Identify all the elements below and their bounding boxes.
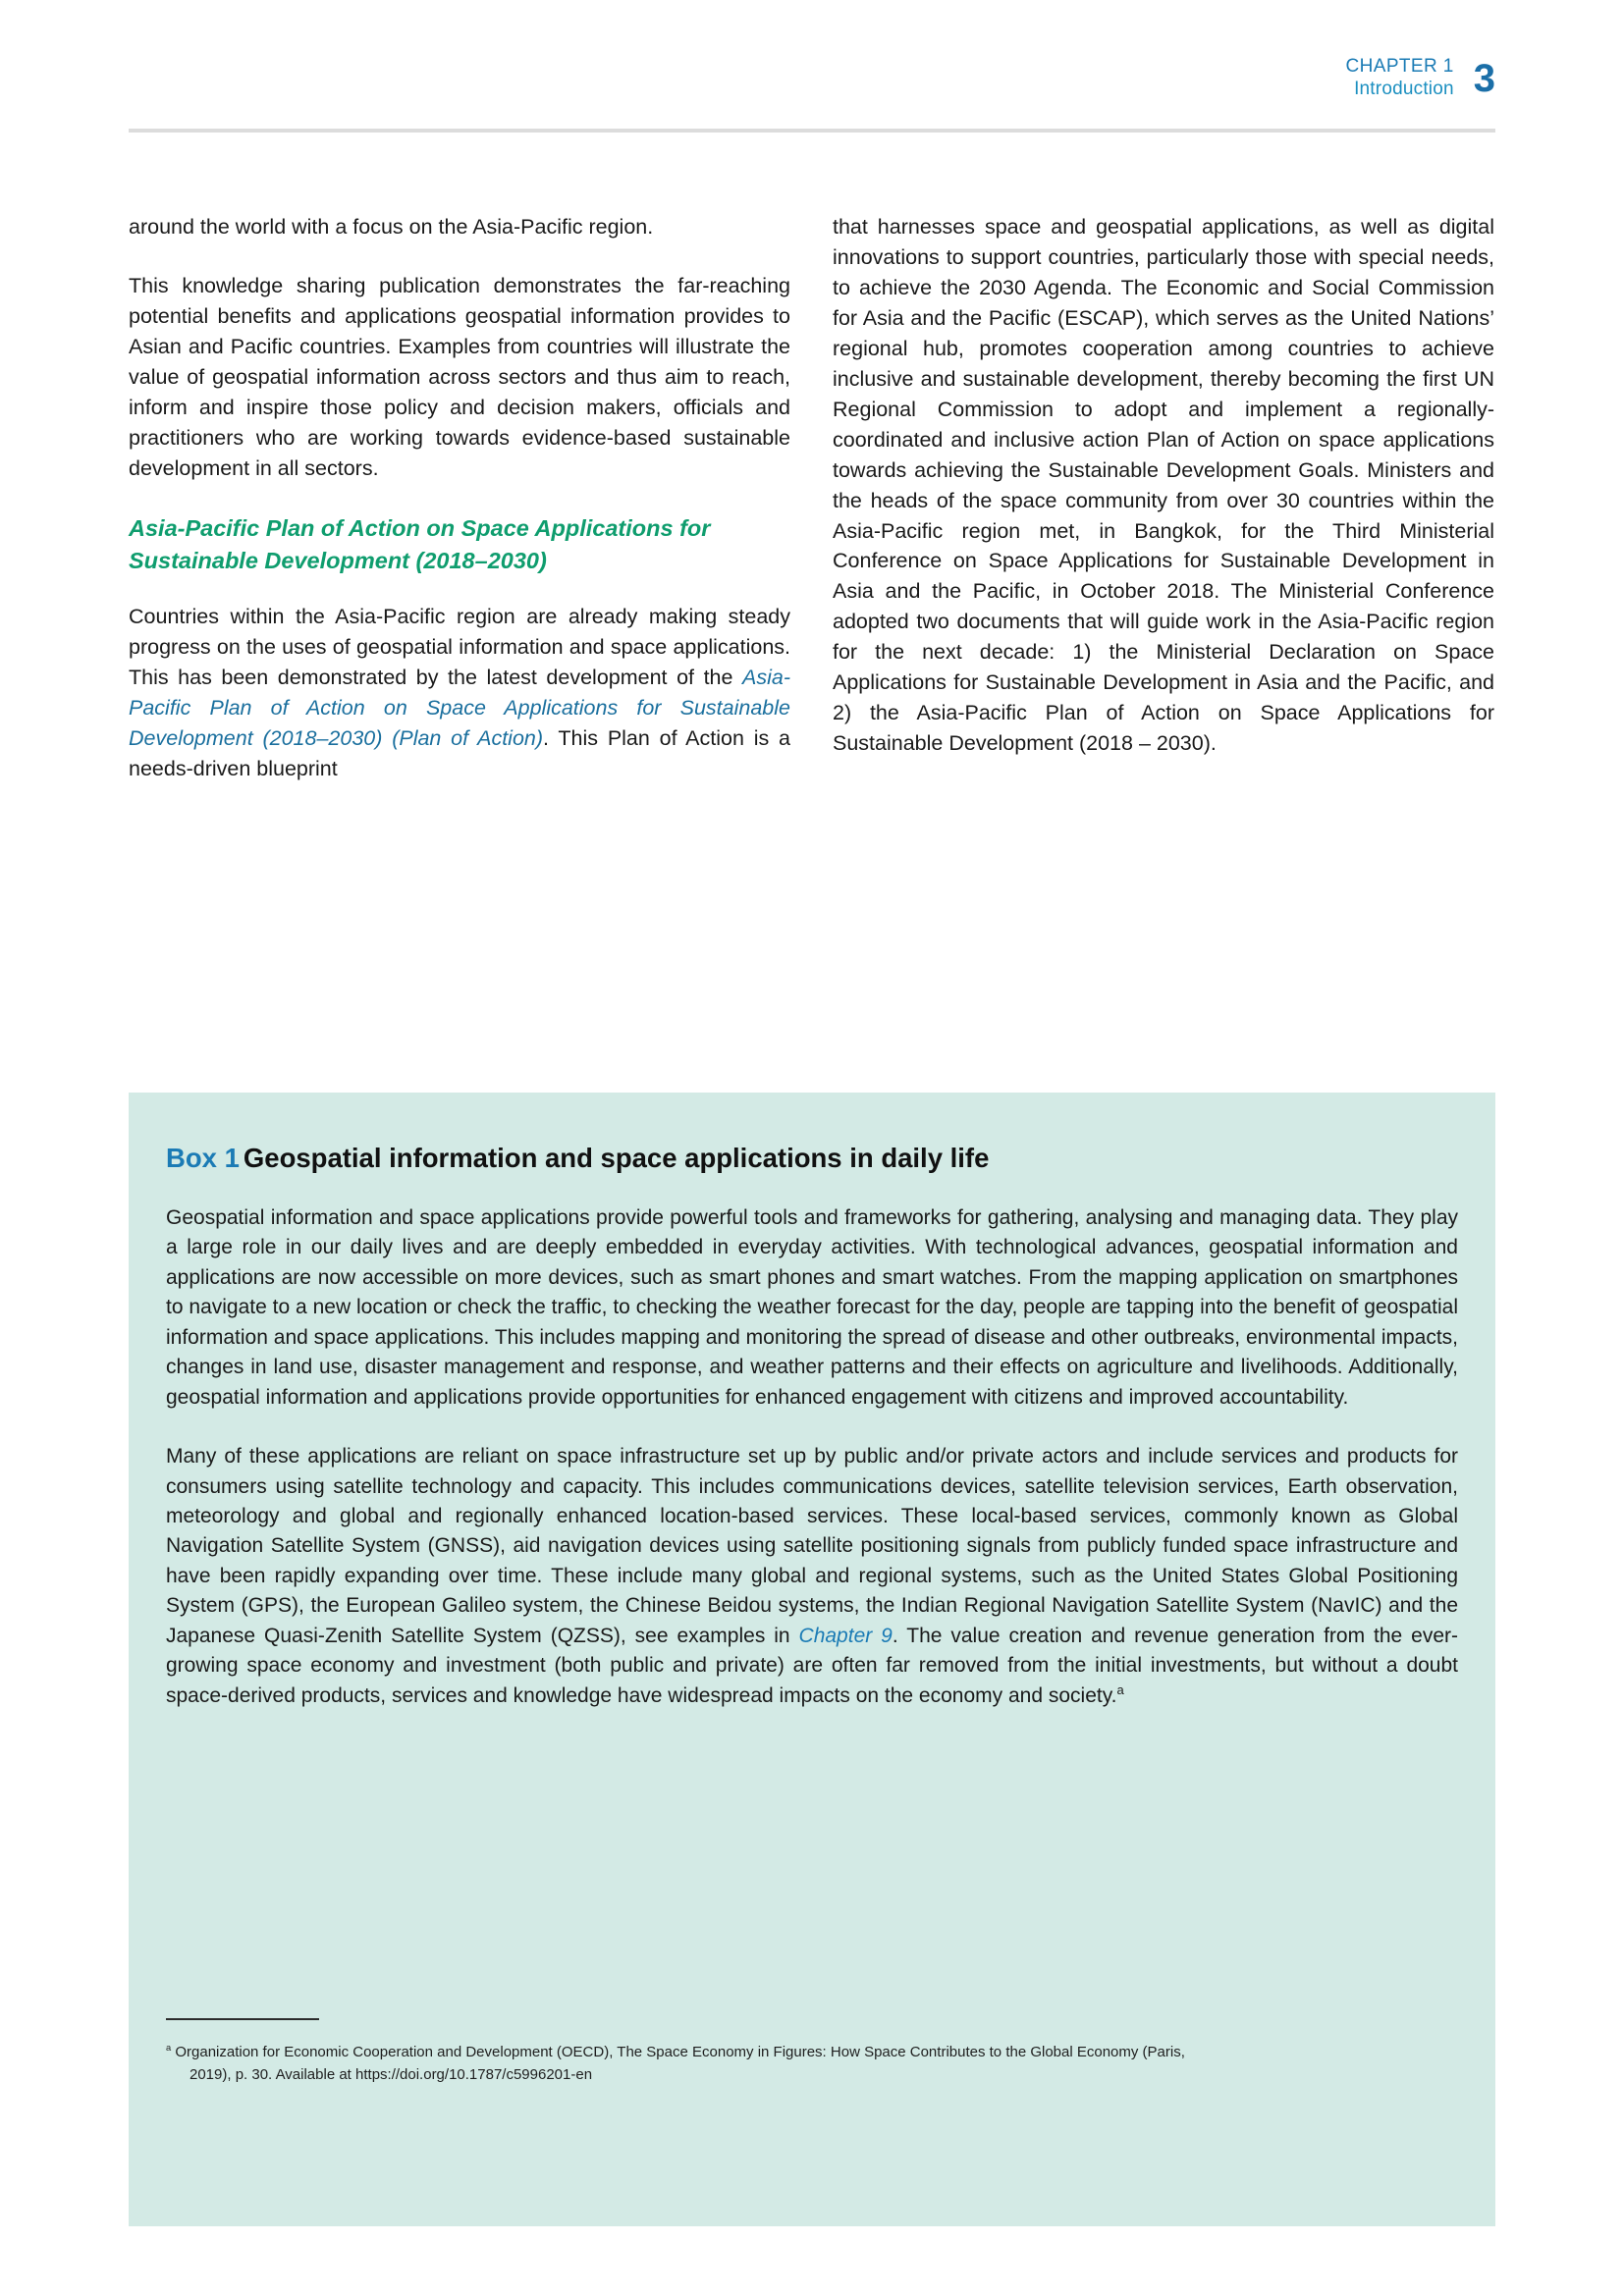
left-paragraph-3	[129, 602, 790, 784]
body-columns	[129, 212, 1495, 784]
footnote-line-2: 2019), p. 30. Available at https://doi.org/10.1787/c5996201-en	[189, 2065, 593, 2083]
footnote-text	[166, 2042, 1458, 2087]
box-1-title	[166, 1142, 1458, 1174]
box-1-title-text: Geospatial information and space applications in daily life	[243, 1143, 990, 1173]
box-1-paragraph-2	[166, 1442, 1458, 1711]
left-paragraph-1: around the world with a focus on the Asia-Pacific region.	[129, 215, 654, 239]
chapter-9-link[interactable]: Chapter 9	[798, 1624, 893, 1647]
box-1-callout	[129, 1093, 1495, 2226]
header-chapter-subtitle: Introduction	[1354, 79, 1454, 100]
left-paragraph-3-tail: . This Plan of Action is a needs-driven blueprint	[129, 726, 791, 781]
footnote-marker: a	[166, 2043, 172, 2053]
left-column	[129, 212, 790, 784]
header-chapter-block	[1346, 55, 1454, 100]
box-1-paragraph-1: Geospatial information and space applications provide powerful tools and frameworks for gathering, analysing and managing data. They play a large role in our daily lives and are deeply embedded in everyday activities. With technological advances, geospatial information and applications are now accessible on more devices, such as smart phones and smart watches. From the mapping application on smartphones to navigate to a new location or check the traffic, to checking the weather forecast for the day, people are tapping into the benefit of geospatial information and space applications. This includes mapping and monitoring the spread of disease and other outbreaks, environmental impacts, changes in land use, disaster management and response, and weather patterns and their effects on agriculture and livelihoods. Additionally, geospatial information and applications provide opportunities for enhanced engagement with citizens and improved accountability.	[166, 1206, 1458, 1409]
header-chapter-label: CHAPTER 1	[1345, 56, 1454, 77]
page-number: 3	[1473, 57, 1495, 101]
page-running-header	[129, 55, 1495, 100]
box-1-footnote-area	[166, 2018, 1458, 2087]
right-paragraph-1: that harnesses space and geospatial applications, as well as digital innovations to support countries, particularly those with special needs, to achieve the 2030 Agenda. The Economic and Social Commission for Asia and the Pacific (ESCAP), which serves as the United Nations’ regional hub, promotes cooperation among countries to achieve inclusive and sustainable development, thereby becoming the first UN Regional Commission to adopt and implement a regionally-coordinated and inclusive action Plan of Action on space applications towards achieving the Sustainable Development Goals. Ministers and the heads of the space community from over 30 countries within the Asia-Pacific region met, in Bangkok, for the Third Ministerial Conference on Space Applications for Sustainable Development in Asia and the Pacific, in October 2018. The Ministerial Conference adopted two documents that will guide work in the Asia-Pacific region for the next decade: 1) the Ministerial Declaration on Space Applications for Sustainable Development in Asia and the Pacific, and 2) the Asia-Pacific Plan of Action on Space Applications for Sustainable Development (2018 – 2030).	[833, 215, 1494, 756]
left-paragraph-2: This knowledge sharing publication demonstrates the far-reaching potential benefits and applications geospatial information provides to Asian and Pacific countries. Examples from countries will illustrate the value of geospatial information across sectors and thus aim to reach, inform and inspire those policy and decision makers, officials and practitioners who are working towards evidence-based sustainable development in all sectors.	[129, 273, 790, 480]
plan-of-action-title-reference: Asia-Pacific Plan of Action on Space Applications for Sustainable Development (2018–2030) (Plan of Action)	[129, 666, 790, 751]
left-paragraph-3-lead: Countries within the Asia-Pacific region are already making steady progress on the uses of geospatial information and space applications. This has been demonstrated by the latest development of the	[129, 605, 790, 690]
footnote-divider-rule	[166, 2018, 319, 2020]
section-heading-plan-of-action: Asia-Pacific Plan of Action on Space Applications for Sustainable Development (2018–2030)	[129, 514, 711, 573]
header-divider-rule	[129, 129, 1495, 133]
footnote-marker-inline[interactable]: a	[1116, 1682, 1124, 1697]
box-1-label: Box 1	[166, 1143, 240, 1173]
right-column	[833, 212, 1494, 784]
footnote-line-1: Organization for Economic Cooperation and Development (OECD), The Space Economy in Figures: How Space Contributes to the Global Economy (Paris,	[175, 2044, 1185, 2060]
box-1-paragraph-2-tail: . The value creation and revenue generation from the ever-growing space economy and investment (both public and private) are often far removed from the initial investments, but without a doubt space-derived products, services and knowledge have widespread impacts on the economy and society.	[166, 1624, 1458, 1707]
box-1-paragraph-2-lead: Many of these applications are reliant on space infrastructure set up by public and/or private actors and include services and products for consumers using satellite technology and capacity. This includes communications devices, satellite television services, Earth observation, meteorology and global and regionally enhanced location-based services. These local-based services, commonly known as Global Navigation Satellite System (GNSS), aid navigation devices using satellite positioning signals from publicly funded space infrastructure and have been rapidly expanding over time. These include many global and regional systems, such as the United States Global Positioning System (GPS), the European Galileo system, the Chinese Beidou systems, the Indian Regional Navigation Satellite System (NavIC) and the Japanese Quasi-Zenith Satellite System (QZSS), see examples in	[166, 1445, 1458, 1647]
